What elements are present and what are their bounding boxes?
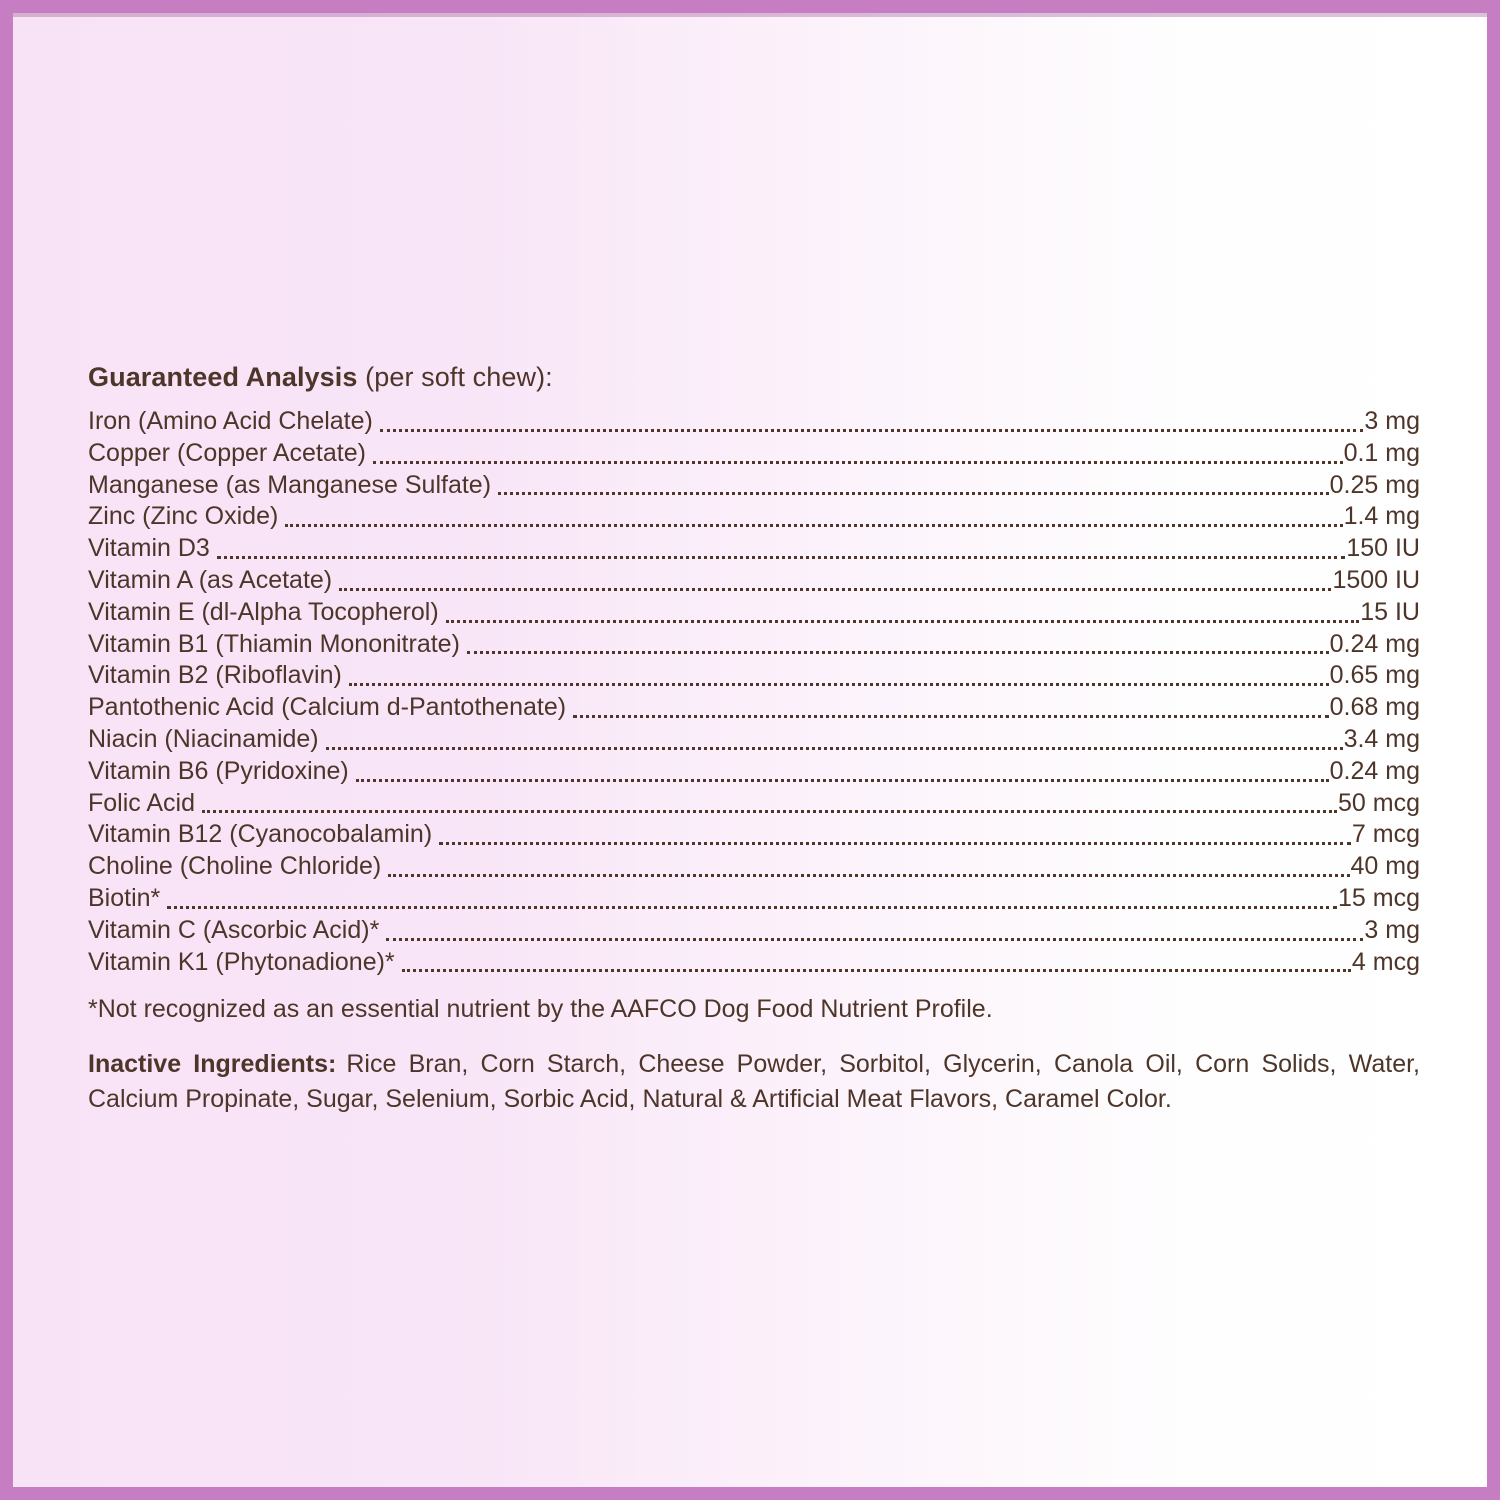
dot-leader (285, 501, 1342, 527)
analysis-row (88, 851, 1420, 883)
nutrient-name: Vitamin C (Ascorbic Acid)* (88, 915, 380, 944)
guaranteed-analysis-header (88, 360, 1420, 394)
analysis-row (88, 819, 1420, 851)
analysis-row (88, 660, 1420, 692)
nutrient-name: Vitamin E (dl-Alpha Tocopherol) (88, 597, 439, 626)
nutrient-name: Zinc (Zinc Oxide) (88, 502, 279, 531)
dot-leader (349, 660, 1329, 686)
label-content (13, 13, 1487, 1117)
nutrient-value: 7 mcg (1351, 820, 1420, 849)
nutrient-value: 0.1 mg (1343, 438, 1420, 467)
nutrient-name: Vitamin B6 (Pyridoxine) (88, 756, 349, 785)
dot-leader (373, 438, 1343, 464)
dot-leader (217, 533, 1346, 559)
nutrient-value: 15 mcg (1338, 883, 1420, 912)
nutrient-name: Vitamin B12 (Cyanocobalamin) (88, 820, 433, 849)
nutrient-name: Iron (Amino Acid Chelate) (88, 407, 373, 435)
dot-leader (498, 470, 1329, 496)
inactive-ingredients (88, 1047, 1420, 1117)
nutrient-value: 3 mg (1364, 407, 1420, 435)
analysis-row (88, 533, 1420, 565)
dot-leader (573, 692, 1329, 718)
analysis-row (88, 756, 1420, 788)
analysis-row (88, 724, 1420, 756)
dot-leader (386, 915, 1363, 941)
nutrient-value: 3 mg (1364, 915, 1420, 944)
analysis-row (88, 597, 1420, 629)
nutrient-name: Vitamin D3 (88, 534, 210, 563)
dot-leader (167, 883, 1337, 909)
nutrient-name: Biotin* (88, 883, 161, 912)
dot-leader (380, 406, 1364, 432)
nutrient-name: Manganese (as Manganese Sulfate) (88, 470, 492, 499)
dot-leader (439, 819, 1351, 845)
nutrient-name: Choline (Choline Chloride) (88, 852, 382, 881)
dot-leader (402, 947, 1351, 973)
analysis-row (88, 438, 1420, 470)
nutrient-name: Copper (Copper Acetate) (88, 438, 366, 467)
nutrient-name: Vitamin B2 (Riboflavin) (88, 661, 342, 690)
nutrient-value: 150 IU (1346, 534, 1420, 563)
analysis-row (88, 883, 1420, 915)
nutrient-value: 50 mcg (1338, 788, 1420, 817)
dot-leader (326, 724, 1343, 750)
nutrient-name: Vitamin K1 (Phytonadione)* (88, 947, 395, 976)
dot-leader (446, 597, 1360, 623)
nutrient-value: 4 mcg (1351, 947, 1420, 976)
dot-leader (202, 788, 1337, 814)
dot-leader (339, 565, 1331, 591)
inactive-ingredients-label: Inactive Ingredients: (88, 1050, 337, 1079)
nutrient-name: Vitamin A (as Acetate) (88, 565, 333, 594)
nutrient-name: Niacin (Niacinamide) (88, 724, 319, 753)
analysis-row (88, 470, 1420, 502)
nutrient-value: 1.4 mg (1343, 502, 1420, 531)
analysis-row (88, 501, 1420, 533)
nutrient-value: 0.65 mg (1329, 661, 1420, 690)
nutrient-value: 15 IU (1360, 597, 1420, 626)
inactive-ingredients-text: Rice Bran, Corn Starch, Cheese Powder, Sorbitol, Glycerin, Canola Oil, Corn Solids, Water, Calcium Propinate, Sugar, Selenium, Sorbic Acid, Natural & Artificial Meat Flavors, Caramel Color. (88, 1050, 1420, 1114)
nutrient-name: Pantothenic Acid (Calcium d-Pantothenate) (88, 693, 567, 722)
analysis-row (88, 915, 1420, 947)
dot-leader (388, 851, 1349, 877)
analysis-row (88, 406, 1420, 438)
nutrient-name: Folic Acid (88, 788, 195, 817)
guaranteed-analysis-suffix: (per soft chew): (365, 362, 553, 392)
dot-leader (356, 756, 1329, 782)
nutrient-name: Vitamin B1 (Thiamin Mononitrate) (88, 629, 460, 658)
guaranteed-analysis-title: Guaranteed Analysis (88, 362, 358, 392)
nutrient-value: 40 mg (1350, 852, 1420, 881)
analysis-row (88, 788, 1420, 820)
aafco-footnote: *Not recognized as an essential nutrient by the AAFCO Dog Food Nutrient Profile. (88, 995, 993, 1024)
nutrient-value: 1500 IU (1332, 565, 1420, 594)
analysis-row (88, 629, 1420, 661)
nutrient-value: 0.25 mg (1329, 470, 1420, 499)
analysis-row (88, 692, 1420, 724)
dot-leader (467, 629, 1329, 655)
nutrient-value: 0.24 mg (1329, 629, 1420, 658)
nutrient-value: 3.4 mg (1343, 724, 1420, 753)
nutrient-value: 0.24 mg (1329, 756, 1420, 785)
analysis-row (88, 947, 1420, 979)
analysis-list (88, 406, 1420, 978)
analysis-row (88, 565, 1420, 597)
nutrient-value: 0.68 mg (1329, 693, 1420, 722)
